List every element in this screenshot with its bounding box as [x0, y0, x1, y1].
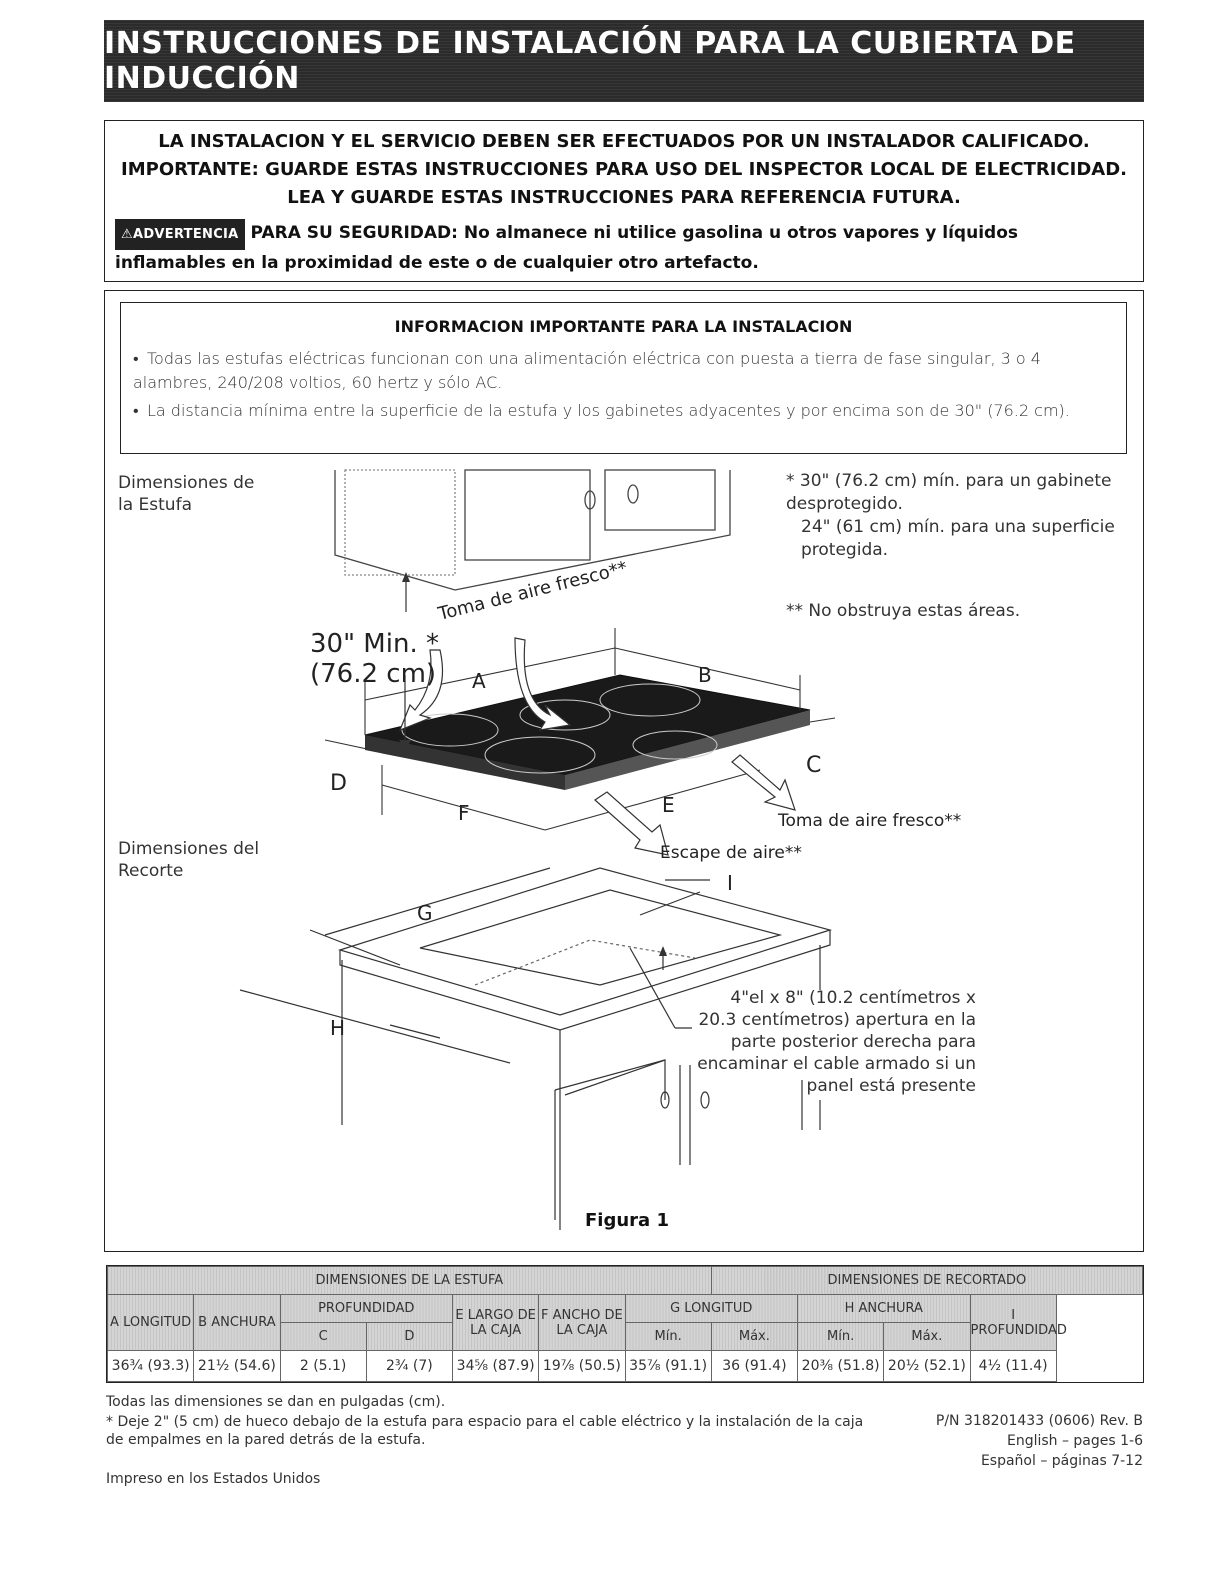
- table-cell: 34⁵⁄₈ (87.9): [453, 1351, 539, 1382]
- table-cell: 2 (5.1): [280, 1351, 366, 1382]
- opening-note: 4"el x 8" (10.2 centímetros x 20.3 centímetros) apertura en la parte posterior derecha para encaminar el cable armado si un panel está presente: [697, 988, 976, 1096]
- english-pages: English – pages 1-6: [1006, 1433, 1143, 1449]
- part-number: P/N 318201433 (0606) Rev. B: [935, 1413, 1143, 1429]
- letter-d: D: [330, 771, 347, 796]
- warning-row: [115, 219, 1131, 277]
- table-cell: 20½ (52.1): [884, 1351, 970, 1382]
- install-info-title: INFORMACION IMPORTANTE PARA LA INSTALACION: [394, 317, 853, 336]
- table-cell: 21½ (54.6): [194, 1351, 280, 1382]
- col-c: C: [280, 1323, 366, 1351]
- installer-notice-box: [104, 120, 1144, 282]
- col-profundidad: PROFUNDIDAD: [280, 1295, 453, 1323]
- page-title: INSTRUCCIONES DE INSTALACIÓN PARA LA CUBIERTA DE INDUCCIÓN: [104, 20, 1144, 102]
- table-cell: 19⁷⁄₈ (50.5): [539, 1351, 625, 1382]
- col-g-max: Máx.: [711, 1323, 797, 1351]
- warning-text: PARA SU SEGURIDAD: No almanece ni utilice gasolina u otros vapores y líquidos inflamables en la proximidad de este o de cualquier otro artefacto.: [115, 223, 1018, 273]
- table-cell: 4½ (11.4): [970, 1351, 1056, 1382]
- espanol-pages: Español – páginas 7-12: [980, 1453, 1143, 1469]
- notice-line-3: LEA Y GUARDE ESTAS INSTRUCCIONES PARA REFERENCIA FUTURA.: [287, 187, 961, 208]
- notice-line-1: LA INSTALACION Y EL SERVICIO DEBEN SER EFECTUADOS POR UN INSTALADOR CALIFICADO.: [158, 131, 1090, 152]
- footer-line-3: Impreso en los Estados Unidos: [106, 1471, 321, 1487]
- letter-f: F: [458, 801, 470, 825]
- install-info-box: [120, 302, 1127, 454]
- letter-i: I: [727, 871, 733, 895]
- side-label-range-dimensions: Dimensiones de la Estufa: [118, 473, 255, 515]
- letter-b: B: [698, 663, 712, 687]
- letter-h: H: [330, 1016, 346, 1040]
- dim-30-min-label: 30" Min. *: [310, 629, 439, 659]
- info-bullet-1: • Todas las estufas eléctricas funcionan con una alimentación eléctrica con puesta a tierra de fase singular, 3 o 4 alambres, 240/208 voltios, 60 hertz y sólo AC.: [133, 349, 1041, 392]
- warning-badge: ⚠ADVERTENCIA: [115, 219, 245, 250]
- dimensions-table: [106, 1265, 1144, 1383]
- escape-aire-label: Escape de aire**: [660, 843, 802, 863]
- col-h: H ANCHURA: [798, 1295, 971, 1323]
- figure-caption: Figura 1: [585, 1210, 669, 1231]
- footer-line-2: * Deje 2" (5 cm) de hueco debajo de la estufa para espacio para el cable eléctrico y la instalación de la caja de empalmes en la pared detrás de la estufa.: [106, 1414, 864, 1448]
- letter-e: E: [662, 793, 675, 817]
- toma-aire-top-label: Toma de aire fresco**: [436, 557, 630, 625]
- col-b: B ANCHURA: [194, 1295, 280, 1351]
- letter-g: G: [417, 901, 433, 925]
- col-a: A LONGITUD: [108, 1295, 194, 1351]
- col-h-min: Mín.: [798, 1323, 884, 1351]
- col-g-min: Mín.: [625, 1323, 711, 1351]
- table-cell: 2¾ (7): [366, 1351, 452, 1382]
- table-cell: 35⁷⁄₈ (91.1): [625, 1351, 711, 1382]
- col-h-max: Máx.: [884, 1323, 970, 1351]
- col-d: D: [366, 1323, 452, 1351]
- table-cell: 36 (91.4): [711, 1351, 797, 1382]
- dim-762-cm-label: (76.2 cm): [310, 659, 437, 689]
- letter-a: A: [472, 669, 486, 693]
- table-cell: 20³⁄₈ (51.8): [798, 1351, 884, 1382]
- installation-illustration: [120, 460, 1130, 1240]
- note-double-star: ** No obstruya estas áreas.: [786, 601, 1021, 621]
- info-bullet-2: • La distancia mínima entre la superficie de la estufa y los gabinetes adyacentes y por encima son de 30" (76.2 cm).: [133, 401, 1070, 420]
- note-star-2: 24" (61 cm) mín. para una superficie protegida.: [801, 517, 1115, 560]
- table-cell: 36¾ (93.3): [108, 1351, 194, 1382]
- col-i: I PROFUNDIDAD: [970, 1295, 1056, 1351]
- col-f: F ANCHO DE LA CAJA: [539, 1295, 625, 1351]
- footer-line-1: Todas las dimensiones se dan en pulgadas (cm).: [106, 1394, 446, 1410]
- table-group-cutout: DIMENSIONES DE RECORTADO: [711, 1267, 1142, 1295]
- notice-line-2: IMPORTANTE: GUARDE ESTAS INSTRUCCIONES PARA USO DEL INSPECTOR LOCAL DE ELECTRICIDAD.: [121, 159, 1127, 180]
- side-label-cutout-dimensions: Dimensiones del Recorte: [118, 839, 260, 881]
- col-g: G LONGITUD: [625, 1295, 798, 1323]
- upper-cabinet: [335, 470, 730, 590]
- toma-aire-bottom-label: Toma de aire fresco**: [778, 811, 962, 831]
- note-star-1: * 30" (76.2 cm) mín. para un gabinete desprotegido.: [786, 471, 1112, 514]
- table-group-range: DIMENSIONES DE LA ESTUFA: [108, 1267, 712, 1295]
- letter-c: C: [806, 753, 822, 778]
- col-e: E LARGO DE LA CAJA: [453, 1295, 539, 1351]
